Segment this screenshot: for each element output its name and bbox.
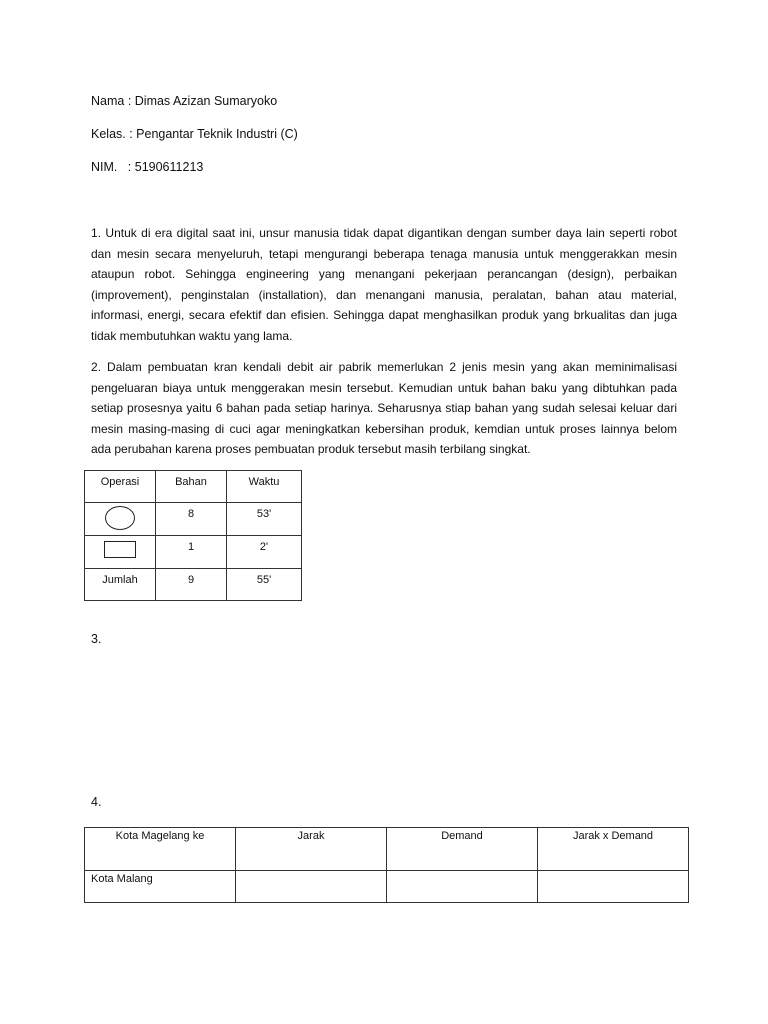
bahan-total-cell: 9 bbox=[156, 569, 227, 601]
bahan-cell: 8 bbox=[156, 503, 227, 536]
table-row bbox=[85, 503, 302, 536]
operasi-cell bbox=[85, 536, 156, 569]
header-operasi: Operasi bbox=[85, 471, 156, 503]
waktu-cell: 2' bbox=[227, 536, 302, 569]
kota-table bbox=[84, 827, 689, 903]
rectangle-inspection-icon bbox=[104, 541, 136, 558]
operasi-cell bbox=[85, 503, 156, 536]
header-jarak-x-demand: Jarak x Demand bbox=[538, 828, 689, 871]
jarak-x-demand-cell bbox=[538, 871, 689, 903]
answer-1-paragraph: 1. Untuk di era digital saat ini, unsur manusia tidak dapat digantikan dengan sumber daya lain seperti robot dan mesin secara menyeluruh, tetapi mengurangi beberapa tenaga manusia untuk menggerakkan mesin ataupun robot. Sehingga engineering yang menangani pekerjaan perancangan (design), perbaikan (improvement), penginstalan (installation), dan menangani manusia, peralatan, bahan atau material, informasi, energi, secara efektif dan efisien. Sehingga dapat menghasilkan produk yang brkualitas dan juga tidak membutuhkan waktu yang lama. bbox=[91, 226, 677, 343]
header-kota: Kota Magelang ke bbox=[85, 828, 236, 871]
answer-2-paragraph: 2. Dalam pembuatan kran kendali debit air pabrik memerlukan 2 jenis mesin yang akan meminimalisasi pengeluaran biaya untuk menggerakan mesin tersebut. Kemudian untuk bahan baku yang dibtuhkan pada setiap prosesnya yaitu 6 bahan pada setiap harinya. Seharusnya stiap bahan yang sudah selesai keluar dari mesin masing-masing di cuci agar meningkatkan kebersihan produk, kemdian untuk proses lainnya belom ada perubahan karena proses pembuatan produk tersebut masih terbilang singkat. bbox=[91, 360, 677, 457]
answer-3-label: 3. bbox=[91, 632, 102, 646]
table-total-row bbox=[85, 569, 302, 601]
operasi-cell: Jumlah bbox=[85, 569, 156, 601]
demand-cell bbox=[387, 871, 538, 903]
answer-4-label: 4. bbox=[91, 795, 102, 809]
jarak-cell bbox=[236, 871, 387, 903]
waktu-total-cell: 55' bbox=[227, 569, 302, 601]
student-nim: NIM. : 5190611213 bbox=[91, 160, 204, 174]
student-class: Kelas. : Pengantar Teknik Industri (C) bbox=[91, 127, 298, 141]
student-name: Nama : Dimas Azizan Sumaryoko bbox=[91, 94, 278, 108]
header-waktu: Waktu bbox=[227, 471, 302, 503]
table-header-row bbox=[85, 828, 689, 871]
waktu-cell: 53' bbox=[227, 503, 302, 536]
header-demand: Demand bbox=[387, 828, 538, 871]
circle-operation-icon bbox=[105, 506, 135, 530]
header-jarak: Jarak bbox=[236, 828, 387, 871]
bahan-cell: 1 bbox=[156, 536, 227, 569]
table-row bbox=[85, 536, 302, 569]
header-bahan: Bahan bbox=[156, 471, 227, 503]
operasi-table bbox=[84, 470, 302, 601]
table-row bbox=[85, 871, 689, 903]
kota-cell: Kota Malang bbox=[85, 871, 236, 903]
table-header-row bbox=[85, 471, 302, 503]
